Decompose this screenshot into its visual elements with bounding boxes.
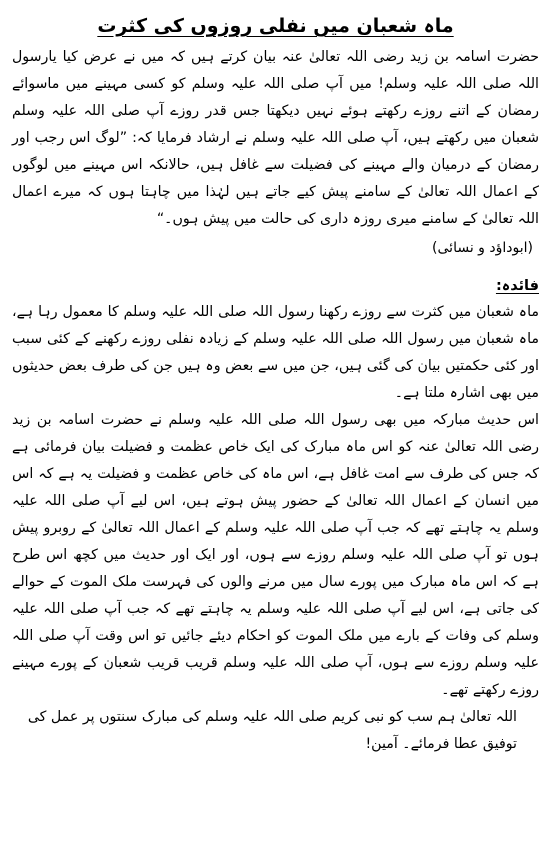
- document-title: [12, 14, 539, 38]
- hadith-paragraph: حضرت اسامہ بن زید رضی اللہ تعالیٰ عنہ بیان کرتے ہیں کہ میں نے عرض کیا یارسول اللہ صلی اللہ علیہ وسلم! میں آپ صلی اللہ علیہ وسلم کو کسی مہینے میں ماسوائے رمضان کے اتنے روزے رکھتے ہوئے نہیں دیکھتا جس قدر روزے آپ صلی اللہ علیہ وسلم شعبان میں رکھتے ہیں، آپ صلی اللہ علیہ وسلم نے ارشاد فرمایا کہ: ”لوگ اس رجب اور رمضان کے درمیان والے مہینے کی فضیلت سے غافل ہیں، حالانکہ اس مہینے میں لوگوں کے اعمال اللہ تعالیٰ کے سامنے پیش کیے جاتے ہیں لہٰذا میں چاہتا ہوں کہ میرے اعمال اللہ تعالیٰ کے سامنے میری روزہ داری کی حالت میں پیش ہوں۔“: [12, 49, 539, 227]
- benefit-heading: [12, 273, 539, 299]
- hadith-source: (ابوداؤد و نسائی): [432, 240, 533, 256]
- benefit-paragraph-2: اس حدیث مبارکہ میں بھی رسول اللہ صلی اللہ علیہ وسلم نے حضرت اسامہ بن زید رضی اللہ تعالیٰ عنہ کو اس ماہ مبارک کی ایک خاص عظمت و فضیلت بیان فرمائی ہے کہ جس کی طرف سے امت غافل ہے، اس ماہ کی خاص عظمت و فضیلت یہ ہے کہ اس میں انسان کے اعمال اللہ تعالیٰ کے حضور پیش ہوتے ہیں، اس لیے آپ صلی اللہ علیہ وسلم یہ چاہتے تھے کہ جب آپ صلی اللہ علیہ وسلم کے اعمال اللہ تعالیٰ کے روبرو پیش ہوں تو آپ صلی اللہ علیہ وسلم روزے سے ہوں، اور ایک اور حدیث میں کچھ اس طرح ہے کہ اس ماہ مبارک میں پورے سال میں مرنے والوں کی فہرست ملک الموت کے حوالے کی جاتی ہے، اس لیے آپ صلی اللہ علیہ وسلم یہ چاہتے تھے کہ جب آپ صلی اللہ علیہ وسلم کی وفات کے بارے میں ملک الموت کو احکام دیئے جائیں تو اس وقت آپ صلی اللہ علیہ وسلم روزے سے ہوں، آپ صلی اللہ علیہ وسلم قریب قریب شعبان کے پورے مہینے روزے رکھتے تھے۔: [12, 412, 539, 698]
- benefit-heading-text: فائدہ:: [495, 278, 539, 294]
- closing-prayer: اللہ تعالیٰ ہم سب کو نبی کریم صلی اللہ علیہ وسلم کی مبارک سنتوں پر عمل کی توفیق عطا فرمائے۔ آمین!: [27, 709, 517, 752]
- title-text: ماہ شعبان میں نفلی روزوں کی کثرت: [97, 15, 454, 37]
- benefit-paragraph-1: ماہ شعبان میں کثرت سے روزے رکھنا رسول اللہ صلی اللہ علیہ وسلم کا معمول رہا ہے، ماہ شعبان میں رسول اللہ صلی اللہ علیہ وسلم کے زیادہ نفلی روزے رکھنے کے کئی سبب اور کئی حکمتیں بیان کی گئی ہیں، جن میں سے بعض وہ ہیں جن کی طرف بعض حدیثوں میں بھی اشارہ ملتا ہے۔: [12, 304, 539, 401]
